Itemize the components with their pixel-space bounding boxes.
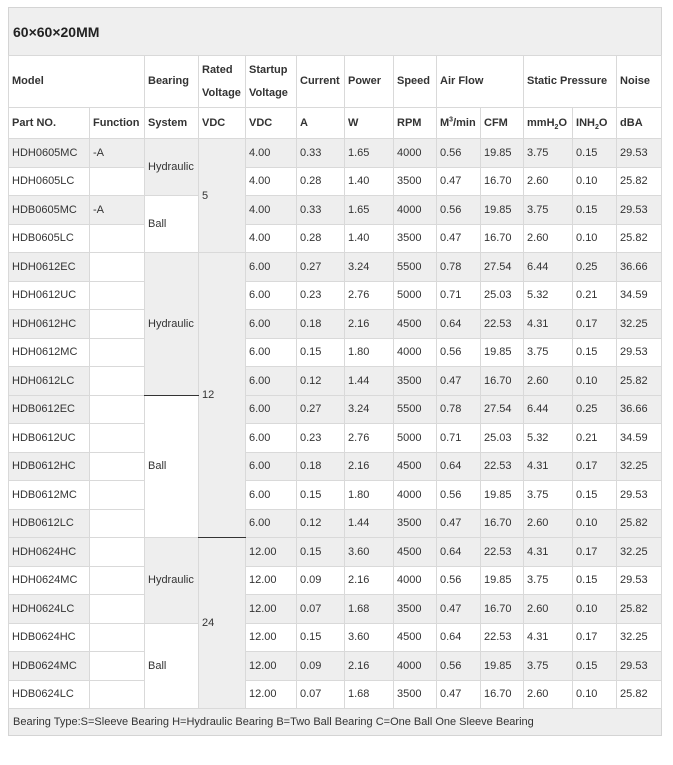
startup-voltage-cell: 6.00	[246, 509, 297, 538]
speed-cell: 4000	[394, 338, 437, 367]
table-title: 60×60×20MM	[8, 7, 662, 55]
header-model: Model	[9, 56, 145, 108]
current-cell: 0.28	[297, 167, 345, 196]
header-cfm: CFM	[481, 108, 524, 139]
power-cell: 2.76	[345, 424, 394, 453]
power-cell: 2.76	[345, 281, 394, 310]
table-row	[9, 395, 662, 424]
function-cell	[90, 452, 145, 481]
startup-voltage-cell: 4.00	[246, 196, 297, 225]
noise-cell: 36.66	[617, 395, 662, 424]
table-row	[9, 139, 662, 168]
cfm-cell: 22.53	[481, 623, 524, 652]
mmh2o-cell: 3.75	[524, 652, 573, 681]
function-cell	[90, 652, 145, 681]
noise-cell: 29.53	[617, 481, 662, 510]
speed-cell: 5000	[394, 281, 437, 310]
table-row	[9, 566, 662, 595]
power-cell: 3.60	[345, 538, 394, 567]
inh2o-cell: 0.15	[573, 566, 617, 595]
table-row	[9, 281, 662, 310]
speed-cell: 5000	[394, 424, 437, 453]
power-cell: 3.60	[345, 623, 394, 652]
part-no-cell: HDH0612LC	[9, 367, 90, 396]
table-row	[9, 424, 662, 453]
bearing-system-cell: Hydraulic	[145, 253, 199, 396]
cfm-cell: 19.85	[481, 566, 524, 595]
cfm-cell: 19.85	[481, 196, 524, 225]
function-cell	[90, 509, 145, 538]
inh-base: INH	[576, 117, 595, 129]
inh2o-cell: 0.17	[573, 623, 617, 652]
header-part-no: Part NO.	[9, 108, 90, 139]
noise-cell: 25.82	[617, 680, 662, 709]
power-cell: 1.80	[345, 338, 394, 367]
m3-min-cell: 0.47	[437, 595, 481, 624]
table-row	[9, 452, 662, 481]
speed-cell: 4000	[394, 652, 437, 681]
current-cell: 0.12	[297, 367, 345, 396]
header-row-2	[9, 108, 662, 139]
header-mmh2o	[524, 108, 573, 139]
cfm-cell: 19.85	[481, 481, 524, 510]
mmh-base: mmH	[527, 117, 555, 129]
table-row	[9, 196, 662, 225]
header-static-pressure: Static Pressure	[524, 56, 617, 108]
mmh2o-cell: 3.75	[524, 139, 573, 168]
speed-cell: 4000	[394, 196, 437, 225]
startup-voltage-cell: 12.00	[246, 566, 297, 595]
header-startup-voltage: Startup Voltage	[246, 56, 297, 108]
function-cell: -A	[90, 196, 145, 225]
header-bearing: Bearing	[145, 56, 199, 108]
mmh2o-cell: 3.75	[524, 481, 573, 510]
cfm-cell: 22.53	[481, 538, 524, 567]
bearing-type-legend: Bearing Type:S=Sleeve Bearing H=Hydraulic Bearing B=Two Ball Bearing C=One Ball One Sleeve Bearing	[8, 709, 662, 736]
m3-min-cell: 0.78	[437, 395, 481, 424]
inh2o-cell: 0.10	[573, 224, 617, 253]
header-row-1	[9, 56, 662, 108]
speed-cell: 4500	[394, 452, 437, 481]
power-cell: 1.44	[345, 509, 394, 538]
mmh2o-cell: 5.32	[524, 281, 573, 310]
header-speed: Speed	[394, 56, 437, 108]
startup-voltage-cell: 6.00	[246, 338, 297, 367]
header-system: System	[145, 108, 199, 139]
speed-cell: 3500	[394, 167, 437, 196]
speed-cell: 4000	[394, 566, 437, 595]
startup-voltage-cell: 6.00	[246, 481, 297, 510]
header-rated-vdc: VDC	[199, 108, 246, 139]
cfm-cell: 19.85	[481, 652, 524, 681]
speed-cell: 4500	[394, 538, 437, 567]
speed-cell: 3500	[394, 595, 437, 624]
table-row	[9, 680, 662, 709]
power-cell: 1.44	[345, 367, 394, 396]
current-cell: 0.27	[297, 395, 345, 424]
speed-cell: 4500	[394, 310, 437, 339]
header-inh2o	[573, 108, 617, 139]
m3-min-cell: 0.64	[437, 538, 481, 567]
function-cell	[90, 395, 145, 424]
header-noise: Noise	[617, 56, 662, 108]
inh2o-cell: 0.10	[573, 509, 617, 538]
cfm-cell: 19.85	[481, 139, 524, 168]
part-no-cell: HDH0605LC	[9, 167, 90, 196]
current-cell: 0.07	[297, 680, 345, 709]
function-cell	[90, 481, 145, 510]
startup-voltage-cell: 6.00	[246, 424, 297, 453]
part-no-cell: HDH0624HC	[9, 538, 90, 567]
startup-voltage-cell: 6.00	[246, 253, 297, 282]
table-row	[9, 538, 662, 567]
startup-voltage-cell: 6.00	[246, 452, 297, 481]
m3-min-cell: 0.56	[437, 481, 481, 510]
startup-voltage-cell: 6.00	[246, 310, 297, 339]
speed-cell: 5500	[394, 253, 437, 282]
header-amps: A	[297, 108, 345, 139]
header-m3-per-min	[437, 108, 481, 139]
spec-table-container	[8, 7, 662, 736]
noise-cell: 29.53	[617, 338, 662, 367]
power-cell: 1.68	[345, 595, 394, 624]
power-cell: 3.24	[345, 395, 394, 424]
current-cell: 0.23	[297, 281, 345, 310]
current-cell: 0.18	[297, 452, 345, 481]
m3-tail: /min	[453, 117, 476, 129]
inh2o-cell: 0.10	[573, 367, 617, 396]
power-cell: 1.65	[345, 196, 394, 225]
mmh2o-cell: 3.75	[524, 566, 573, 595]
function-cell	[90, 538, 145, 567]
rated-voltage-cell: 5	[199, 139, 246, 253]
inh2o-cell: 0.17	[573, 452, 617, 481]
mmh2o-cell: 4.31	[524, 452, 573, 481]
noise-cell: 32.25	[617, 452, 662, 481]
part-no-cell: HDH0624MC	[9, 566, 90, 595]
m3-min-cell: 0.71	[437, 281, 481, 310]
inh2o-cell: 0.10	[573, 595, 617, 624]
function-cell	[90, 338, 145, 367]
startup-voltage-cell: 4.00	[246, 224, 297, 253]
inh2o-cell: 0.17	[573, 310, 617, 339]
m3-min-cell: 0.56	[437, 652, 481, 681]
header-power: Power	[345, 56, 394, 108]
function-cell	[90, 281, 145, 310]
mmh2o-cell: 6.44	[524, 395, 573, 424]
function-cell	[90, 167, 145, 196]
m3-min-cell: 0.47	[437, 167, 481, 196]
startup-voltage-cell: 6.00	[246, 367, 297, 396]
bearing-system-cell: Ball	[145, 623, 199, 709]
spec-table	[8, 55, 662, 709]
current-cell: 0.28	[297, 224, 345, 253]
part-no-cell: HDB0612LC	[9, 509, 90, 538]
part-no-cell: HDH0612MC	[9, 338, 90, 367]
noise-cell: 25.82	[617, 595, 662, 624]
m3-min-cell: 0.56	[437, 566, 481, 595]
mmh2o-cell: 2.60	[524, 167, 573, 196]
inh2o-cell: 0.21	[573, 281, 617, 310]
startup-voltage-cell: 6.00	[246, 395, 297, 424]
header-startup-vdc: VDC	[246, 108, 297, 139]
startup-voltage-cell: 12.00	[246, 623, 297, 652]
current-cell: 0.07	[297, 595, 345, 624]
mmh-tail: O	[558, 117, 567, 129]
inh2o-cell: 0.15	[573, 338, 617, 367]
function-cell	[90, 367, 145, 396]
cfm-cell: 22.53	[481, 452, 524, 481]
rated-voltage-cell: 12	[199, 253, 246, 538]
noise-cell: 25.82	[617, 167, 662, 196]
part-no-cell: HDB0612UC	[9, 424, 90, 453]
noise-cell: 25.82	[617, 224, 662, 253]
mmh2o-cell: 3.75	[524, 196, 573, 225]
startup-voltage-cell: 4.00	[246, 139, 297, 168]
header-dba: dBA	[617, 108, 662, 139]
function-cell	[90, 595, 145, 624]
part-no-cell: HDH0612EC	[9, 253, 90, 282]
inh2o-cell: 0.21	[573, 424, 617, 453]
inh2o-cell: 0.25	[573, 395, 617, 424]
noise-cell: 36.66	[617, 253, 662, 282]
mmh2o-cell: 2.60	[524, 224, 573, 253]
function-cell	[90, 680, 145, 709]
current-cell: 0.33	[297, 196, 345, 225]
cfm-cell: 16.70	[481, 167, 524, 196]
function-cell	[90, 566, 145, 595]
current-cell: 0.33	[297, 139, 345, 168]
speed-cell: 3500	[394, 680, 437, 709]
power-cell: 1.68	[345, 680, 394, 709]
cfm-cell: 16.70	[481, 509, 524, 538]
part-no-cell: HDB0605MC	[9, 196, 90, 225]
startup-voltage-cell: 12.00	[246, 595, 297, 624]
m3-min-cell: 0.56	[437, 196, 481, 225]
part-no-cell: HDB0612EC	[9, 395, 90, 424]
mmh2o-cell: 2.60	[524, 680, 573, 709]
noise-cell: 34.59	[617, 424, 662, 453]
function-cell: -A	[90, 139, 145, 168]
mmh2o-cell: 4.31	[524, 538, 573, 567]
cfm-cell: 25.03	[481, 281, 524, 310]
power-cell: 1.40	[345, 167, 394, 196]
noise-cell: 25.82	[617, 509, 662, 538]
header-air-flow: Air Flow	[437, 56, 524, 108]
speed-cell: 3500	[394, 367, 437, 396]
mmh2o-cell: 3.75	[524, 338, 573, 367]
startup-voltage-cell: 4.00	[246, 167, 297, 196]
current-cell: 0.09	[297, 652, 345, 681]
inh2o-cell: 0.15	[573, 481, 617, 510]
header-rated-voltage: Rated Voltage	[199, 56, 246, 108]
current-cell: 0.15	[297, 338, 345, 367]
power-cell: 2.16	[345, 652, 394, 681]
table-row	[9, 595, 662, 624]
bearing-system-cell: Ball	[145, 395, 199, 538]
current-cell: 0.09	[297, 566, 345, 595]
table-row	[9, 623, 662, 652]
m3-sup: 3	[449, 116, 454, 124]
cfm-cell: 16.70	[481, 680, 524, 709]
noise-cell: 29.53	[617, 652, 662, 681]
cfm-cell: 22.53	[481, 310, 524, 339]
startup-voltage-cell: 12.00	[246, 538, 297, 567]
table-row	[9, 652, 662, 681]
table-row	[9, 253, 662, 282]
m3-min-cell: 0.56	[437, 338, 481, 367]
part-no-cell: HDB0624LC	[9, 680, 90, 709]
noise-cell: 29.53	[617, 566, 662, 595]
noise-cell: 29.53	[617, 139, 662, 168]
mmh2o-cell: 4.31	[524, 623, 573, 652]
header-rpm: RPM	[394, 108, 437, 139]
table-row	[9, 310, 662, 339]
header-function: Function	[90, 108, 145, 139]
mmh2o-cell: 4.31	[524, 310, 573, 339]
noise-cell: 32.25	[617, 538, 662, 567]
m3-min-cell: 0.64	[437, 452, 481, 481]
mmh2o-cell: 5.32	[524, 424, 573, 453]
header-current: Current	[297, 56, 345, 108]
header-watts: W	[345, 108, 394, 139]
function-cell	[90, 310, 145, 339]
noise-cell: 29.53	[617, 196, 662, 225]
m3-min-cell: 0.64	[437, 623, 481, 652]
table-row	[9, 338, 662, 367]
m3-base: M	[440, 117, 450, 129]
power-cell: 2.16	[345, 566, 394, 595]
speed-cell: 3500	[394, 224, 437, 253]
bearing-system-cell: Hydraulic	[145, 139, 199, 196]
part-no-cell: HDH0612UC	[9, 281, 90, 310]
bearing-system-cell: Hydraulic	[145, 538, 199, 624]
function-cell	[90, 224, 145, 253]
inh2o-cell: 0.15	[573, 139, 617, 168]
inh-sub: 2	[594, 124, 599, 132]
power-cell: 3.24	[345, 253, 394, 282]
part-no-cell: HDB0624MC	[9, 652, 90, 681]
inh-tail: O	[598, 117, 608, 129]
current-cell: 0.12	[297, 509, 345, 538]
noise-cell: 34.59	[617, 281, 662, 310]
cfm-cell: 16.70	[481, 367, 524, 396]
noise-cell: 32.25	[617, 310, 662, 339]
inh2o-cell: 0.17	[573, 538, 617, 567]
cfm-cell: 16.70	[481, 224, 524, 253]
table-row	[9, 167, 662, 196]
inh2o-cell: 0.15	[573, 652, 617, 681]
part-no-cell: HDB0624HC	[9, 623, 90, 652]
m3-min-cell: 0.47	[437, 680, 481, 709]
current-cell: 0.15	[297, 481, 345, 510]
mmh2o-cell: 2.60	[524, 509, 573, 538]
noise-cell: 32.25	[617, 623, 662, 652]
function-cell	[90, 253, 145, 282]
inh2o-cell: 0.10	[573, 167, 617, 196]
part-no-cell: HDB0612MC	[9, 481, 90, 510]
part-no-cell: HDB0605LC	[9, 224, 90, 253]
startup-voltage-cell: 12.00	[246, 680, 297, 709]
current-cell: 0.15	[297, 623, 345, 652]
table-row	[9, 481, 662, 510]
part-no-cell: HDH0605MC	[9, 139, 90, 168]
rated-voltage-cell: 24	[199, 538, 246, 709]
speed-cell: 4500	[394, 623, 437, 652]
speed-cell: 4000	[394, 481, 437, 510]
m3-min-cell: 0.71	[437, 424, 481, 453]
power-cell: 2.16	[345, 452, 394, 481]
function-cell	[90, 424, 145, 453]
speed-cell: 3500	[394, 509, 437, 538]
startup-voltage-cell: 12.00	[246, 652, 297, 681]
m3-min-cell: 0.47	[437, 509, 481, 538]
power-cell: 1.80	[345, 481, 394, 510]
m3-min-cell: 0.56	[437, 139, 481, 168]
bearing-system-cell: Ball	[145, 196, 199, 253]
speed-cell: 5500	[394, 395, 437, 424]
mmh2o-cell: 2.60	[524, 595, 573, 624]
m3-min-cell: 0.47	[437, 224, 481, 253]
power-cell: 2.16	[345, 310, 394, 339]
inh2o-cell: 0.10	[573, 680, 617, 709]
table-row	[9, 224, 662, 253]
current-cell: 0.23	[297, 424, 345, 453]
speed-cell: 4000	[394, 139, 437, 168]
inh2o-cell: 0.25	[573, 253, 617, 282]
cfm-cell: 19.85	[481, 338, 524, 367]
current-cell: 0.18	[297, 310, 345, 339]
power-cell: 1.40	[345, 224, 394, 253]
power-cell: 1.65	[345, 139, 394, 168]
mmh2o-cell: 6.44	[524, 253, 573, 282]
cfm-cell: 16.70	[481, 595, 524, 624]
part-no-cell: HDB0612HC	[9, 452, 90, 481]
table-row	[9, 509, 662, 538]
mmh-sub: 2	[554, 124, 559, 132]
m3-min-cell: 0.78	[437, 253, 481, 282]
part-no-cell: HDH0624LC	[9, 595, 90, 624]
mmh2o-cell: 2.60	[524, 367, 573, 396]
part-no-cell: HDH0612HC	[9, 310, 90, 339]
current-cell: 0.27	[297, 253, 345, 282]
table-row	[9, 367, 662, 396]
cfm-cell: 25.03	[481, 424, 524, 453]
current-cell: 0.15	[297, 538, 345, 567]
cfm-cell: 27.54	[481, 395, 524, 424]
m3-min-cell: 0.47	[437, 367, 481, 396]
m3-min-cell: 0.64	[437, 310, 481, 339]
inh2o-cell: 0.15	[573, 196, 617, 225]
function-cell	[90, 623, 145, 652]
noise-cell: 25.82	[617, 367, 662, 396]
startup-voltage-cell: 6.00	[246, 281, 297, 310]
cfm-cell: 27.54	[481, 253, 524, 282]
